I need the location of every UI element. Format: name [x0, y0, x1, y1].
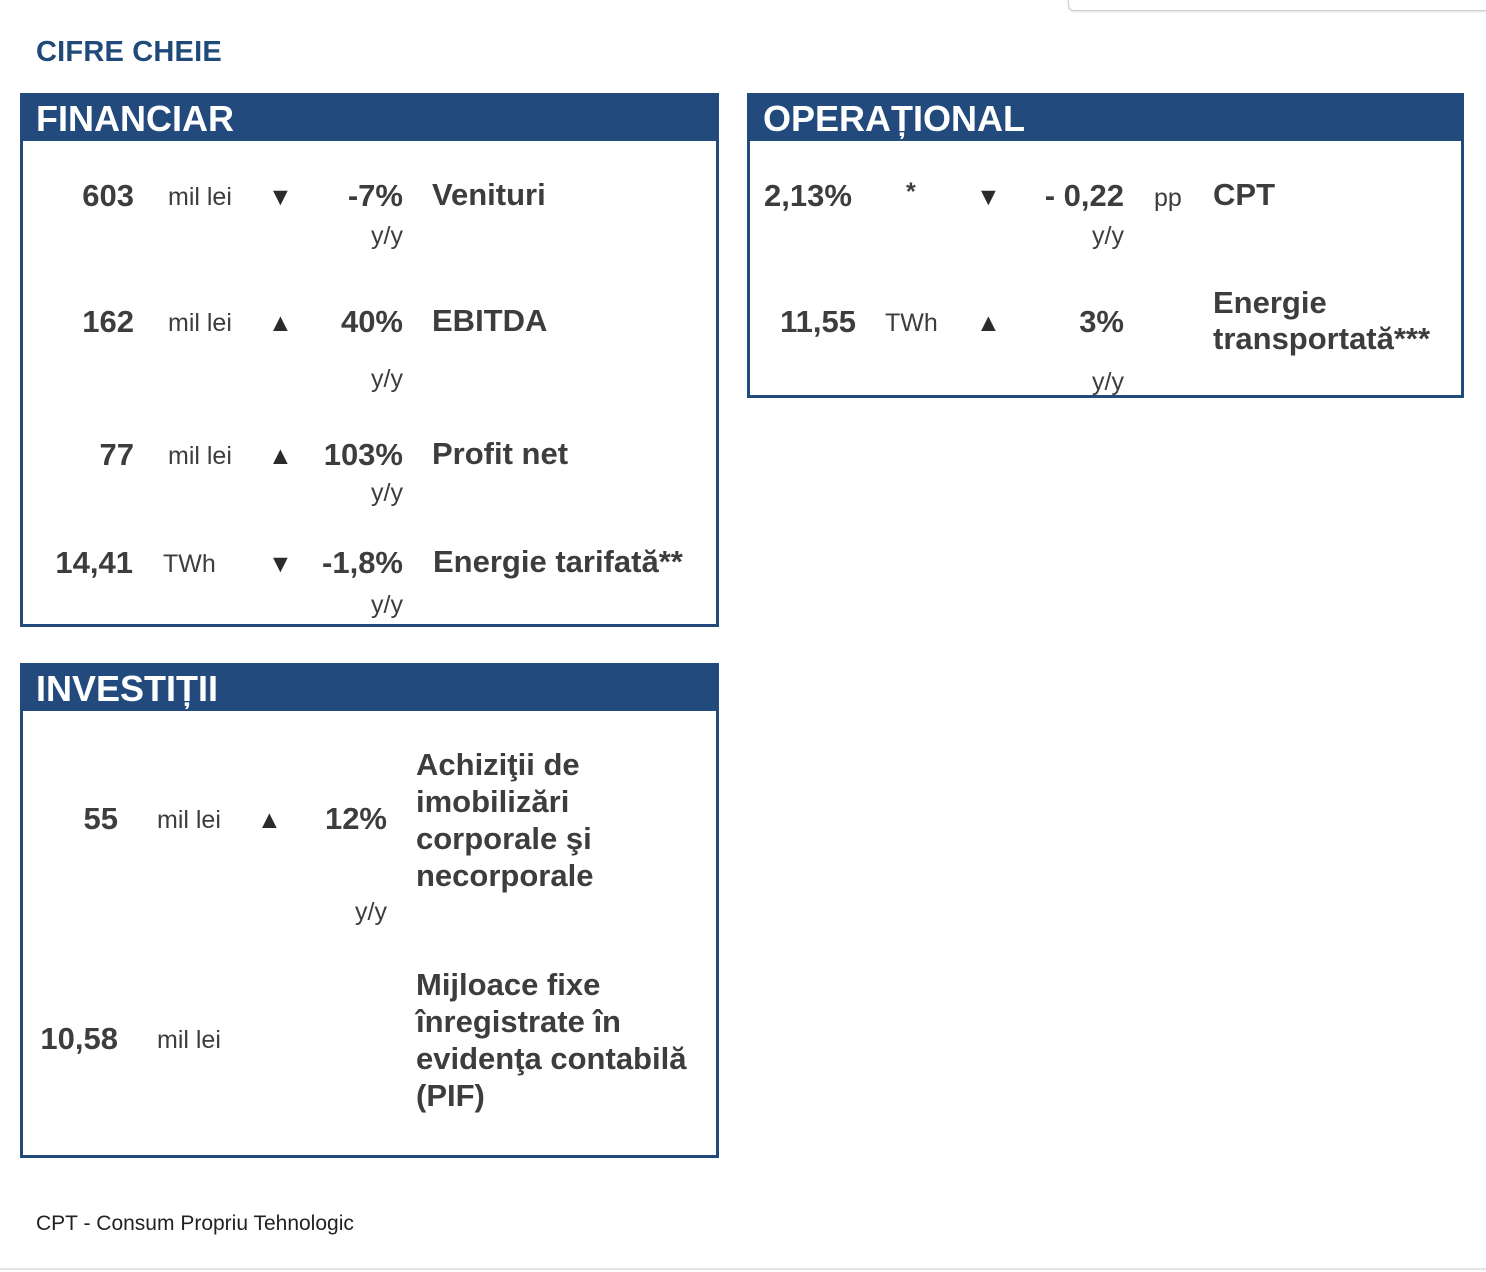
- footnote: CPT - Consum Propriu Tehnologic: [36, 1212, 354, 1235]
- venituri-arrow-down-icon: ▼: [268, 183, 293, 211]
- ebitda-arrow-up-icon: ▲: [268, 309, 293, 337]
- pif-value: 10,58: [40, 1021, 118, 1056]
- venituri-unit: mil lei: [168, 183, 232, 211]
- energie-transportata-change: 3%: [1079, 304, 1124, 339]
- pif-label: Mijloace fixe înregistrate în evidenţa contabilă (PIF): [416, 967, 687, 1113]
- energie-transportata-unit: TWh: [885, 309, 938, 337]
- pif-unit: mil lei: [157, 1026, 221, 1054]
- cpt-asterisk: *: [906, 178, 916, 206]
- ebitda-value: 162: [82, 304, 134, 339]
- cpt-label: CPT: [1213, 177, 1275, 212]
- energie-tarifata-value: 14,41: [55, 545, 133, 580]
- achizitii-unit: mil lei: [157, 806, 221, 834]
- cpt-change-unit: pp: [1154, 184, 1182, 212]
- profit-change: 103%: [323, 437, 403, 472]
- page-title: CIFRE CHEIE: [36, 36, 222, 68]
- energie-tarifata-label: Energie tarifată**: [433, 544, 683, 579]
- energie-transportata-arrow-up-icon: ▲: [976, 309, 1001, 337]
- energie-transportata-yy: y/y: [1092, 368, 1124, 396]
- ebitda-label: EBITDA: [432, 303, 548, 338]
- investitii-header: INVESTIȚII: [23, 666, 716, 711]
- cpt-arrow-down-icon: ▼: [976, 183, 1001, 211]
- energie-tarifata-change: -1,8%: [322, 545, 403, 580]
- bottom-divider: [0, 1268, 1486, 1270]
- venituri-label: Venituri: [432, 177, 546, 212]
- venituri-value: 603: [82, 178, 134, 213]
- ebitda-yy: y/y: [371, 365, 403, 393]
- operational-header: OPERAȚIONAL: [750, 96, 1461, 141]
- profit-value: 77: [99, 437, 134, 472]
- achizitii-label: Achiziţii de imobilizări corporale şi necorporale: [416, 747, 594, 893]
- venituri-yy: y/y: [371, 222, 403, 250]
- energie-tarifata-yy: y/y: [371, 591, 403, 619]
- profit-unit: mil lei: [168, 442, 232, 470]
- achizitii-change: 12%: [324, 801, 387, 836]
- profit-arrow-up-icon: ▲: [268, 442, 293, 470]
- venituri-change: -7%: [347, 178, 403, 213]
- energie-tarifata-unit: TWh: [163, 550, 216, 578]
- energie-tarifata-arrow-down-icon: ▼: [268, 550, 293, 578]
- achizitii-yy: y/y: [355, 898, 387, 926]
- cpt-change: - 0,22: [1044, 178, 1124, 213]
- achizitii-value: 55: [83, 801, 118, 836]
- cpt-value: 2,13%: [764, 178, 852, 213]
- investitii-panel: [20, 663, 719, 1158]
- financiar-panel: [20, 93, 719, 627]
- top-tab: [1068, 0, 1486, 11]
- energie-transportata-label: Energie transportată***: [1213, 285, 1431, 356]
- achizitii-arrow-up-icon: ▲: [257, 806, 282, 834]
- ebitda-unit: mil lei: [168, 309, 232, 337]
- ebitda-change: 40%: [340, 304, 403, 339]
- energie-transportata-value: 11,55: [780, 304, 856, 339]
- operational-panel: [747, 93, 1464, 398]
- profit-yy: y/y: [371, 479, 403, 507]
- financiar-header: FINANCIAR: [23, 96, 716, 141]
- cpt-yy: y/y: [1092, 222, 1124, 250]
- profit-label: Profit net: [432, 436, 569, 471]
